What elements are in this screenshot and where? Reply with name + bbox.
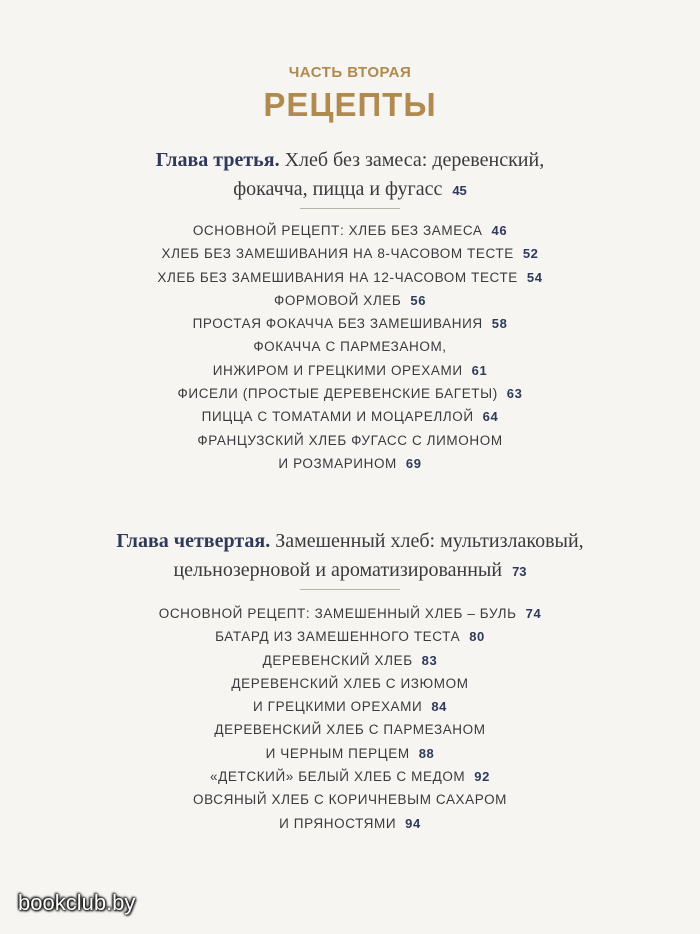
chapter-divider <box>300 208 400 209</box>
toc-entry[interactable] <box>0 429 700 452</box>
chapter-entries-3 <box>0 219 700 475</box>
toc-entry-title: ФОКАЧЧА С ПАРМЕЗАНОМ, <box>253 339 447 355</box>
toc-entry[interactable] <box>0 718 700 741</box>
toc-entry-title: БАТАРД ИЗ ЗАМЕШЕННОГО ТЕСТА <box>215 629 461 645</box>
toc-entry[interactable] <box>0 672 700 695</box>
toc-entry[interactable] <box>0 219 700 242</box>
toc-entry[interactable] <box>0 742 700 765</box>
toc-entry[interactable] <box>0 405 700 428</box>
toc-entry-page-number: 83 <box>421 652 438 668</box>
chapter-title-line2: фокачча, пицца и фугасс <box>233 178 443 200</box>
chapter-heading-line2 <box>0 556 700 586</box>
chapter-label: Глава третья. <box>155 149 280 171</box>
toc-entry-title: ФРАНЦУЗСКИЙ ХЛЕБ ФУГАСС С ЛИМОНОМ <box>197 432 503 448</box>
watermark-text: bookclub.by <box>18 890 136 915</box>
toc-entry[interactable] <box>0 788 700 811</box>
toc-entry[interactable] <box>0 335 700 358</box>
chapter-label: Глава четвертая. <box>116 530 271 552</box>
toc-entry-page-number: 94 <box>405 815 421 831</box>
toc-entry-page-number: 84 <box>431 699 447 715</box>
toc-entry-page-number: 64 <box>482 409 499 425</box>
chapter-divider <box>300 589 400 590</box>
toc-entry-title: И ГРЕЦКИМИ ОРЕХАМИ <box>253 699 423 715</box>
toc-entry[interactable] <box>0 382 700 405</box>
toc-entry-page-number: 61 <box>471 362 488 378</box>
toc-entry-title: И ПРЯНОСТЯМИ <box>279 815 397 831</box>
part-title: РЕЦЕПТЫ <box>263 86 437 123</box>
toc-entry-page-number: 56 <box>410 292 427 308</box>
toc-entry[interactable] <box>0 359 700 382</box>
toc-entry-title: ХЛЕБ БЕЗ ЗАМЕШИВАНИЯ НА 12-ЧАСОВОМ ТЕСТЕ <box>157 269 518 285</box>
toc-entry-title: «ДЕТСКИЙ» БЕЛЫЙ ХЛЕБ С МЕДОМ <box>210 769 466 785</box>
chapter-page-number: 73 <box>512 564 527 579</box>
chapter-heading-3[interactable] <box>0 146 700 205</box>
toc-entry-title: И ЧЕРНЫМ ПЕРЦЕМ <box>265 745 410 761</box>
toc-entry[interactable] <box>0 266 700 289</box>
toc-entry[interactable] <box>0 695 700 718</box>
toc-entry[interactable] <box>0 452 700 475</box>
toc-entry-title: ДЕРЕВЕНСКИЙ ХЛЕБ <box>262 652 413 668</box>
toc-entry-title: ПИЦЦА С ТОМАТАМИ И МОЦАРЕЛЛОЙ <box>201 409 474 425</box>
toc-entry-page-number: 54 <box>526 269 543 285</box>
toc-entry-page-number: 69 <box>405 455 422 471</box>
part-label: ЧАСТЬ ВТОРАЯ <box>288 64 412 81</box>
toc-entry-title: ИНЖИРОМ И ГРЕЦКИМИ ОРЕХАМИ <box>212 362 463 378</box>
toc-entry-title: ДЕРЕВЕНСКИЙ ХЛЕБ С ПАРМЕЗАНОМ <box>214 722 486 738</box>
toc-entry[interactable] <box>0 242 700 265</box>
toc-entry-title: ФИСЕЛИ (ПРОСТЫЕ ДЕРЕВЕНСКИЕ БАГЕТЫ) <box>177 386 498 402</box>
toc-entry[interactable] <box>0 289 700 312</box>
chapter-heading-line1 <box>0 527 700 556</box>
chapter-entries-4 <box>0 602 700 835</box>
toc-entry-title: ОСНОВНОЙ РЕЦЕПТ: ЗАМЕШЕННЫЙ ХЛЕБ – БУЛЬ <box>158 606 517 621</box>
toc-entry-page-number: 46 <box>491 223 508 238</box>
toc-entry-title: И РОЗМАРИНОМ <box>278 455 397 471</box>
toc-entry-page-number: 74 <box>525 606 542 621</box>
toc-entry-page-number: 63 <box>506 386 523 402</box>
chapter-heading-line2 <box>0 175 700 205</box>
toc-entry-title: ОВСЯНЫЙ ХЛЕБ С КОРИЧНЕВЫМ САХАРОМ <box>192 792 508 808</box>
toc-entry[interactable] <box>0 625 700 648</box>
toc-entry-page-number: 92 <box>474 769 490 785</box>
toc-entry-page-number: 52 <box>522 246 539 262</box>
toc-entry[interactable] <box>0 649 700 672</box>
chapter-heading-line1 <box>0 146 700 175</box>
toc-entry[interactable] <box>0 765 700 788</box>
chapter-title-line2: цельнозерновой и ароматизированный <box>173 559 503 581</box>
toc-entry[interactable] <box>0 602 700 625</box>
toc-entry-title: ФОРМОВОЙ ХЛЕБ <box>273 292 402 308</box>
chapter-page-number: 45 <box>452 183 467 198</box>
toc-entry-page-number: 58 <box>491 316 508 332</box>
toc-entry[interactable] <box>0 812 700 835</box>
toc-entry-title: ОСНОВНОЙ РЕЦЕПТ: ХЛЕБ БЕЗ ЗАМЕСА <box>192 223 483 238</box>
chapter-heading-4[interactable] <box>0 527 700 586</box>
toc-entry-page-number: 80 <box>469 629 485 645</box>
toc-entry-page-number: 88 <box>418 745 435 761</box>
toc-entry-title: ДЕРЕВЕНСКИЙ ХЛЕБ С ИЗЮМОМ <box>231 675 469 691</box>
toc-entry-title: ПРОСТАЯ ФОКАЧЧА БЕЗ ЗАМЕШИВАНИЯ <box>192 316 483 332</box>
toc-entry-title: ХЛЕБ БЕЗ ЗАМЕШИВАНИЯ НА 8-ЧАСОВОМ ТЕСТЕ <box>161 246 514 262</box>
toc-entry[interactable] <box>0 312 700 335</box>
chapter-title-line1: Хлеб без замеса: деревенский, <box>284 149 545 171</box>
chapter-title-line1: Замешенный хлеб: мультизлаковый, <box>275 530 584 552</box>
